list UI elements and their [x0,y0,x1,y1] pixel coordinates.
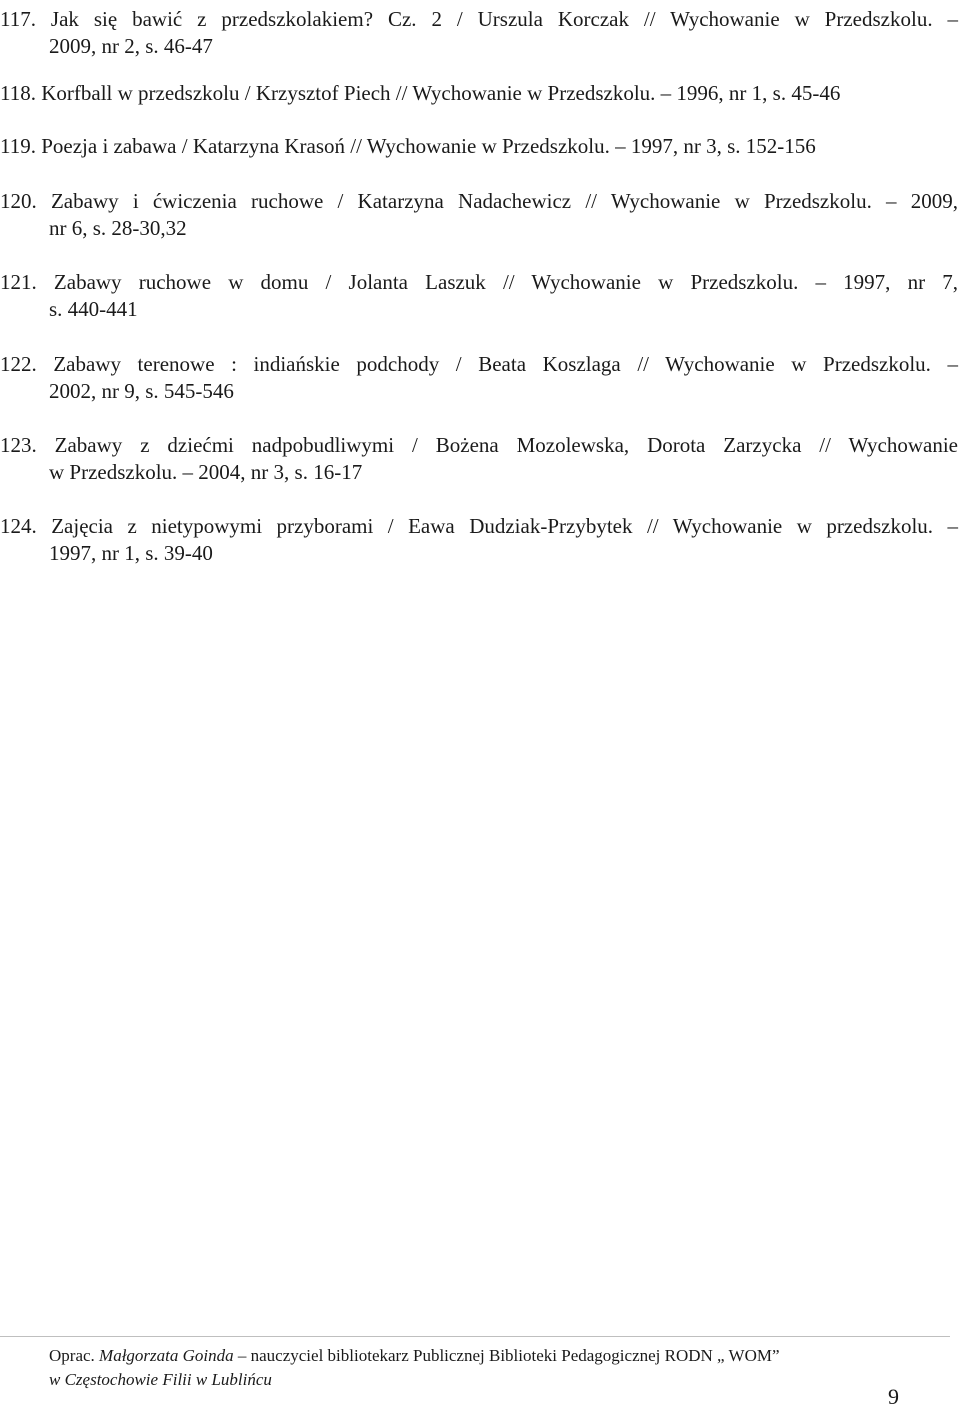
entry-number: 119. [0,134,36,158]
entry-continuation: w Przedszkolu. – 2004, nr 3, s. 16-17 [49,460,363,484]
entry-number: 120. [0,189,37,213]
footer-line-2: w Częstochowie Filii w Lublińcu [49,1370,272,1389]
list-item [0,269,958,323]
entry-text: Korfball w przedszkolu / Krzysztof Piech // Wychowanie w Przedszkolu. – 1996, nr 1, s. 45-46 [41,81,841,105]
entry-text: Jak się bawić z przedszkolakiem? Cz. 2 / Urszula Korczak // Wychowanie w Przedszkolu. – [50,7,959,31]
footer-prefix: Oprac. [49,1346,100,1365]
entry-text: Zajęcia z nietypowymi przyborami / Eawa Dudziak-Przybytek // Wychowanie w przedszkolu. – [51,514,958,538]
entry-line [0,351,958,378]
footer-line-1 [49,1344,949,1368]
entry-line [0,6,958,33]
list-item [0,133,958,160]
list-item [0,351,958,405]
page-number: 9 [888,1384,899,1409]
entry-text: Poezja i zabawa / Katarzyna Krasoń // Wychowanie w Przedszkolu. – 1997, nr 3, s. 152-156 [41,134,816,158]
entry-text: Zabawy ruchowe w domu / Jolanta Laszuk // Wychowanie w Przedszkolu. – 1997, nr 7, [53,270,958,294]
entry-continuation: 1997, nr 1, s. 39-40 [49,541,213,565]
list-item [0,188,958,242]
list-item [0,513,958,567]
entry-text: Zabawy terenowe : indiańskie podchody / Beata Koszlaga // Wychowanie w Przedszkolu. – [53,352,959,376]
entry-number: 124. [0,514,37,538]
entry-number: 122. [0,352,37,376]
footer-role: nauczyciel bibliotekarz Publicznej Biblioteki Pedagogicznej RODN „ WOM” [250,1346,780,1365]
entry-line [0,188,958,215]
entry-text: Zabawy i ćwiczenia ruchowe / Katarzyna Nadachewicz // Wychowanie w Przedszkolu. – 2009, [50,189,959,213]
list-item [0,6,958,60]
list-item [0,432,958,486]
footer-dash: – [233,1346,251,1365]
entry-text: Zabawy z dziećmi nadpobudliwymi / Bożena Mozolewska, Dorota Zarzycka // Wychowanie [54,433,958,457]
entry-continuation: 2002, nr 9, s. 545-546 [49,379,234,403]
entry-number: 118. [0,81,36,105]
entry-line [0,269,958,296]
page-footer [49,1344,949,1392]
footer-author: Małgorzata Goinda [99,1346,234,1365]
entry-number: 123. [0,433,37,457]
entry-line [0,432,958,459]
entry-number: 117. [0,7,36,31]
footer-divider [0,1336,950,1337]
list-item [0,80,958,107]
entry-line [0,513,958,540]
entry-continuation: 2009, nr 2, s. 46-47 [49,34,213,58]
entry-number: 121. [0,270,37,294]
entry-continuation: s. 440-441 [49,297,138,321]
entry-line [0,133,958,160]
entry-continuation: nr 6, s. 28-30,32 [49,216,187,240]
entry-line [0,80,958,107]
